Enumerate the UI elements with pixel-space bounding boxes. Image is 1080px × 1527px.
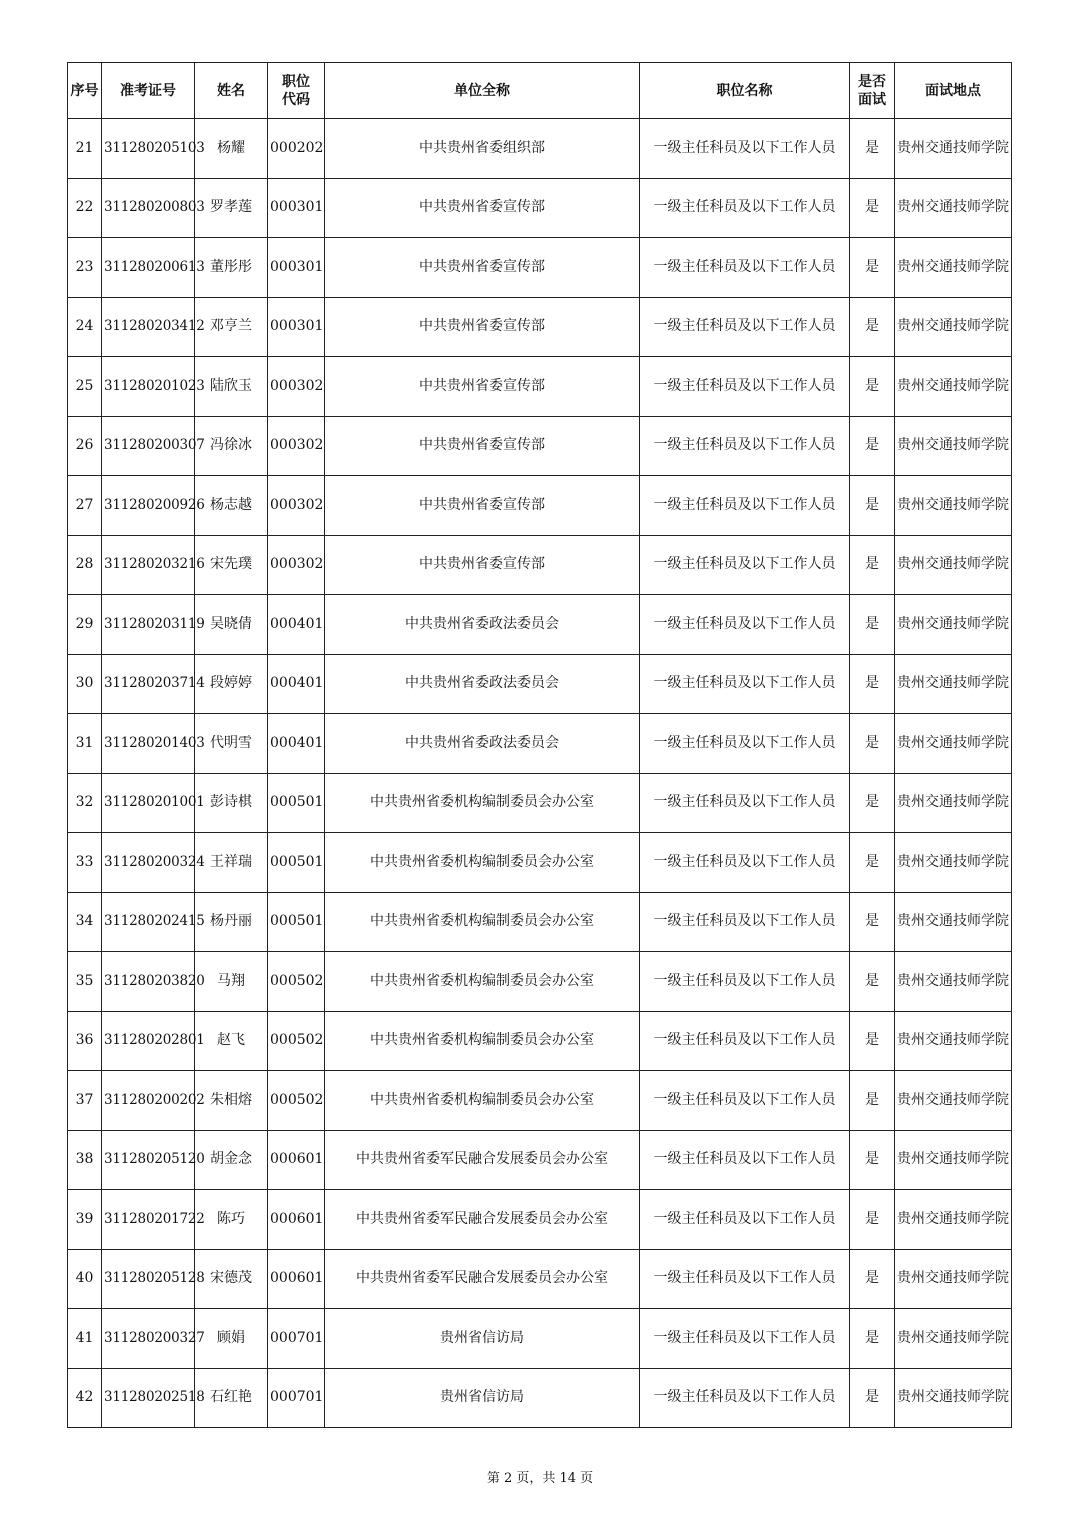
header-seq: 序号 (68, 63, 102, 119)
cell-interview: 是 (850, 238, 895, 298)
cell-interview: 是 (850, 178, 895, 238)
cell-code: 000502 (268, 1071, 325, 1131)
cell-code: 000302 (268, 357, 325, 417)
cell-unit: 中共贵州省委军民融合发展委员会办公室 (325, 1130, 640, 1190)
header-code-line1: 职位 (282, 73, 310, 90)
cell-position: 一级主任科员及以下工作人员 (640, 535, 850, 595)
cell-name: 邓亨兰 (195, 297, 268, 357)
cell-seq: 31 (68, 714, 102, 774)
cell-unit: 中共贵州省委机构编制委员会办公室 (325, 1071, 640, 1131)
cell-seq: 36 (68, 1011, 102, 1071)
table-row (68, 1071, 1012, 1131)
cell-name: 赵飞 (195, 1011, 268, 1071)
cell-ticket: 311280203216 (102, 535, 195, 595)
cell-place: 贵州交通技师学院 (895, 1011, 1012, 1071)
cell-seq: 28 (68, 535, 102, 595)
cell-place: 贵州交通技师学院 (895, 1130, 1012, 1190)
table-row (68, 1249, 1012, 1309)
cell-ticket: 311280202801 (102, 1011, 195, 1071)
cell-seq: 30 (68, 654, 102, 714)
cell-ticket: 311280200926 (102, 476, 195, 536)
cell-code: 000501 (268, 833, 325, 893)
cell-seq: 26 (68, 416, 102, 476)
cell-place: 贵州交通技师学院 (895, 178, 1012, 238)
cell-ticket: 311280200613 (102, 238, 195, 298)
cell-code: 000401 (268, 654, 325, 714)
cell-ticket: 311280203820 (102, 952, 195, 1012)
table-row (68, 535, 1012, 595)
cell-interview: 是 (850, 1249, 895, 1309)
cell-code: 000501 (268, 892, 325, 952)
cell-place: 贵州交通技师学院 (895, 1249, 1012, 1309)
cell-interview: 是 (850, 297, 895, 357)
cell-seq: 24 (68, 297, 102, 357)
cell-place: 贵州交通技师学院 (895, 714, 1012, 774)
cell-position: 一级主任科员及以下工作人员 (640, 1190, 850, 1250)
cell-ticket: 311280200202 (102, 1071, 195, 1131)
cell-ticket: 311280200307 (102, 416, 195, 476)
cell-position: 一级主任科员及以下工作人员 (640, 1071, 850, 1131)
cell-position: 一级主任科员及以下工作人员 (640, 357, 850, 417)
cell-name: 顾娟 (195, 1309, 268, 1369)
table-row (68, 1309, 1012, 1369)
cell-place: 贵州交通技师学院 (895, 892, 1012, 952)
cell-name: 吴晓倩 (195, 595, 268, 655)
cell-position: 一级主任科员及以下工作人员 (640, 297, 850, 357)
cell-interview: 是 (850, 1190, 895, 1250)
cell-unit: 中共贵州省委政法委员会 (325, 654, 640, 714)
cell-interview: 是 (850, 119, 895, 179)
cell-seq: 22 (68, 178, 102, 238)
cell-seq: 33 (68, 833, 102, 893)
cell-place: 贵州交通技师学院 (895, 476, 1012, 536)
table-row (68, 1368, 1012, 1428)
table-row (68, 416, 1012, 476)
cell-seq: 38 (68, 1130, 102, 1190)
header-ticket: 准考证号 (102, 63, 195, 119)
cell-code: 000601 (268, 1130, 325, 1190)
cell-name: 杨耀 (195, 119, 268, 179)
cell-place: 贵州交通技师学院 (895, 238, 1012, 298)
cell-ticket: 311280201023 (102, 357, 195, 417)
cell-position: 一级主任科员及以下工作人员 (640, 773, 850, 833)
cell-name: 陆欣玉 (195, 357, 268, 417)
cell-position: 一级主任科员及以下工作人员 (640, 595, 850, 655)
table-row (68, 476, 1012, 536)
cell-name: 罗孝莲 (195, 178, 268, 238)
cell-place: 贵州交通技师学院 (895, 773, 1012, 833)
cell-unit: 中共贵州省委组织部 (325, 119, 640, 179)
cell-position: 一级主任科员及以下工作人员 (640, 476, 850, 536)
cell-code: 000302 (268, 476, 325, 536)
cell-ticket: 311280201403 (102, 714, 195, 774)
table-row (68, 119, 1012, 179)
cell-name: 宋德茂 (195, 1249, 268, 1309)
cell-name: 马翔 (195, 952, 268, 1012)
table-row (68, 1011, 1012, 1071)
cell-seq: 37 (68, 1071, 102, 1131)
cell-interview: 是 (850, 1011, 895, 1071)
cell-ticket: 311280201722 (102, 1190, 195, 1250)
cell-position: 一级主任科员及以下工作人员 (640, 416, 850, 476)
cell-interview: 是 (850, 654, 895, 714)
cell-seq: 21 (68, 119, 102, 179)
cell-place: 贵州交通技师学院 (895, 357, 1012, 417)
cell-seq: 40 (68, 1249, 102, 1309)
table-row (68, 357, 1012, 417)
table-row (68, 1190, 1012, 1250)
cell-unit: 贵州省信访局 (325, 1309, 640, 1369)
cell-unit: 中共贵州省委军民融合发展委员会办公室 (325, 1190, 640, 1250)
cell-position: 一级主任科员及以下工作人员 (640, 119, 850, 179)
cell-code: 000601 (268, 1190, 325, 1250)
cell-code: 000701 (268, 1309, 325, 1369)
table-row (68, 238, 1012, 298)
page-footer: 第 2 页，共 14 页 (486, 1471, 594, 1486)
header-code-line2: 代码 (282, 91, 310, 108)
cell-name: 石红艳 (195, 1368, 268, 1428)
cell-name: 杨志越 (195, 476, 268, 536)
cell-name: 杨丹丽 (195, 892, 268, 952)
cell-seq: 25 (68, 357, 102, 417)
cell-ticket: 311280205128 (102, 1249, 195, 1309)
header-place: 面试地点 (895, 63, 1012, 119)
cell-code: 000701 (268, 1368, 325, 1428)
cell-unit: 中共贵州省委机构编制委员会办公室 (325, 892, 640, 952)
cell-place: 贵州交通技师学院 (895, 119, 1012, 179)
cell-interview: 是 (850, 357, 895, 417)
cell-unit: 中共贵州省委宣传部 (325, 476, 640, 536)
cell-ticket: 311280203119 (102, 595, 195, 655)
table-row (68, 595, 1012, 655)
table-row (68, 654, 1012, 714)
cell-unit: 中共贵州省委宣传部 (325, 238, 640, 298)
cell-interview: 是 (850, 476, 895, 536)
cell-name: 朱相熔 (195, 1071, 268, 1131)
cell-interview: 是 (850, 773, 895, 833)
cell-seq: 42 (68, 1368, 102, 1428)
cell-place: 贵州交通技师学院 (895, 1071, 1012, 1131)
table-row (68, 714, 1012, 774)
table-header-row (68, 63, 1012, 119)
cell-seq: 41 (68, 1309, 102, 1369)
cell-code: 000202 (268, 119, 325, 179)
header-interview-line2: 面试 (858, 91, 886, 108)
cell-place: 贵州交通技师学院 (895, 833, 1012, 893)
cell-unit: 中共贵州省委政法委员会 (325, 714, 640, 774)
cell-interview: 是 (850, 595, 895, 655)
cell-unit: 贵州省信访局 (325, 1368, 640, 1428)
cell-unit: 中共贵州省委宣传部 (325, 357, 640, 417)
cell-code: 000601 (268, 1249, 325, 1309)
cell-code: 000401 (268, 714, 325, 774)
cell-name: 冯徐冰 (195, 416, 268, 476)
cell-ticket: 311280200327 (102, 1309, 195, 1369)
cell-seq: 34 (68, 892, 102, 952)
cell-unit: 中共贵州省委军民融合发展委员会办公室 (325, 1249, 640, 1309)
cell-name: 胡金念 (195, 1130, 268, 1190)
cell-position: 一级主任科员及以下工作人员 (640, 654, 850, 714)
cell-seq: 27 (68, 476, 102, 536)
cell-seq: 35 (68, 952, 102, 1012)
cell-interview: 是 (850, 416, 895, 476)
cell-unit: 中共贵州省委机构编制委员会办公室 (325, 773, 640, 833)
cell-interview: 是 (850, 535, 895, 595)
cell-place: 贵州交通技师学院 (895, 1368, 1012, 1428)
table-body (68, 119, 1012, 1428)
header-unit: 单位全称 (325, 63, 640, 119)
cell-place: 贵州交通技师学院 (895, 1190, 1012, 1250)
cell-code: 000301 (268, 178, 325, 238)
header-interview-line1: 是否 (858, 73, 886, 90)
cell-position: 一级主任科员及以下工作人员 (640, 1368, 850, 1428)
cell-interview: 是 (850, 833, 895, 893)
cell-position: 一级主任科员及以下工作人员 (640, 238, 850, 298)
table-row (68, 178, 1012, 238)
cell-position: 一级主任科员及以下工作人员 (640, 1309, 850, 1369)
cell-seq: 23 (68, 238, 102, 298)
cell-ticket: 311280202518 (102, 1368, 195, 1428)
cell-code: 000502 (268, 952, 325, 1012)
cell-interview: 是 (850, 1368, 895, 1428)
cell-name: 董彤彤 (195, 238, 268, 298)
table-row (68, 833, 1012, 893)
cell-unit: 中共贵州省委宣传部 (325, 297, 640, 357)
cell-unit: 中共贵州省委机构编制委员会办公室 (325, 1011, 640, 1071)
cell-place: 贵州交通技师学院 (895, 416, 1012, 476)
cell-name: 段婷婷 (195, 654, 268, 714)
cell-position: 一级主任科员及以下工作人员 (640, 1130, 850, 1190)
cell-ticket: 311280201001 (102, 773, 195, 833)
cell-seq: 29 (68, 595, 102, 655)
cell-ticket: 311280200324 (102, 833, 195, 893)
cell-code: 000301 (268, 238, 325, 298)
cell-interview: 是 (850, 1130, 895, 1190)
cell-code: 000502 (268, 1011, 325, 1071)
cell-interview: 是 (850, 1309, 895, 1369)
cell-place: 贵州交通技师学院 (895, 595, 1012, 655)
cell-ticket: 311280205103 (102, 119, 195, 179)
cell-place: 贵州交通技师学院 (895, 535, 1012, 595)
cell-ticket: 311280202415 (102, 892, 195, 952)
cell-position: 一级主任科员及以下工作人员 (640, 1249, 850, 1309)
cell-seq: 39 (68, 1190, 102, 1250)
cell-ticket: 311280203714 (102, 654, 195, 714)
cell-place: 贵州交通技师学院 (895, 297, 1012, 357)
table-row (68, 892, 1012, 952)
cell-ticket: 311280200803 (102, 178, 195, 238)
cell-position: 一级主任科员及以下工作人员 (640, 178, 850, 238)
cell-interview: 是 (850, 714, 895, 774)
cell-place: 贵州交通技师学院 (895, 1309, 1012, 1369)
cell-ticket: 311280203412 (102, 297, 195, 357)
cell-unit: 中共贵州省委宣传部 (325, 535, 640, 595)
cell-code: 000401 (268, 595, 325, 655)
cell-unit: 中共贵州省委机构编制委员会办公室 (325, 833, 640, 893)
cell-name: 陈巧 (195, 1190, 268, 1250)
table-row (68, 773, 1012, 833)
cell-ticket: 311280205120 (102, 1130, 195, 1190)
cell-code: 000501 (268, 773, 325, 833)
cell-place: 贵州交通技师学院 (895, 952, 1012, 1012)
candidate-table (67, 62, 1012, 1428)
header-position: 职位名称 (640, 63, 850, 119)
cell-seq: 32 (68, 773, 102, 833)
table-row (68, 297, 1012, 357)
cell-position: 一级主任科员及以下工作人员 (640, 833, 850, 893)
cell-position: 一级主任科员及以下工作人员 (640, 952, 850, 1012)
table-row (68, 952, 1012, 1012)
cell-place: 贵州交通技师学院 (895, 654, 1012, 714)
cell-name: 王祥瑞 (195, 833, 268, 893)
cell-code: 000302 (268, 416, 325, 476)
cell-interview: 是 (850, 1071, 895, 1131)
cell-unit: 中共贵州省委政法委员会 (325, 595, 640, 655)
cell-name: 宋先璞 (195, 535, 268, 595)
cell-name: 代明雪 (195, 714, 268, 774)
cell-position: 一级主任科员及以下工作人员 (640, 714, 850, 774)
header-code (268, 63, 325, 119)
cell-unit: 中共贵州省委机构编制委员会办公室 (325, 952, 640, 1012)
cell-unit: 中共贵州省委宣传部 (325, 416, 640, 476)
cell-name: 彭诗棋 (195, 773, 268, 833)
table-row (68, 1130, 1012, 1190)
cell-code: 000301 (268, 297, 325, 357)
cell-position: 一级主任科员及以下工作人员 (640, 892, 850, 952)
header-interview (850, 63, 895, 119)
cell-unit: 中共贵州省委宣传部 (325, 178, 640, 238)
cell-code: 000302 (268, 535, 325, 595)
cell-interview: 是 (850, 892, 895, 952)
cell-interview: 是 (850, 952, 895, 1012)
header-name: 姓名 (195, 63, 268, 119)
cell-position: 一级主任科员及以下工作人员 (640, 1011, 850, 1071)
